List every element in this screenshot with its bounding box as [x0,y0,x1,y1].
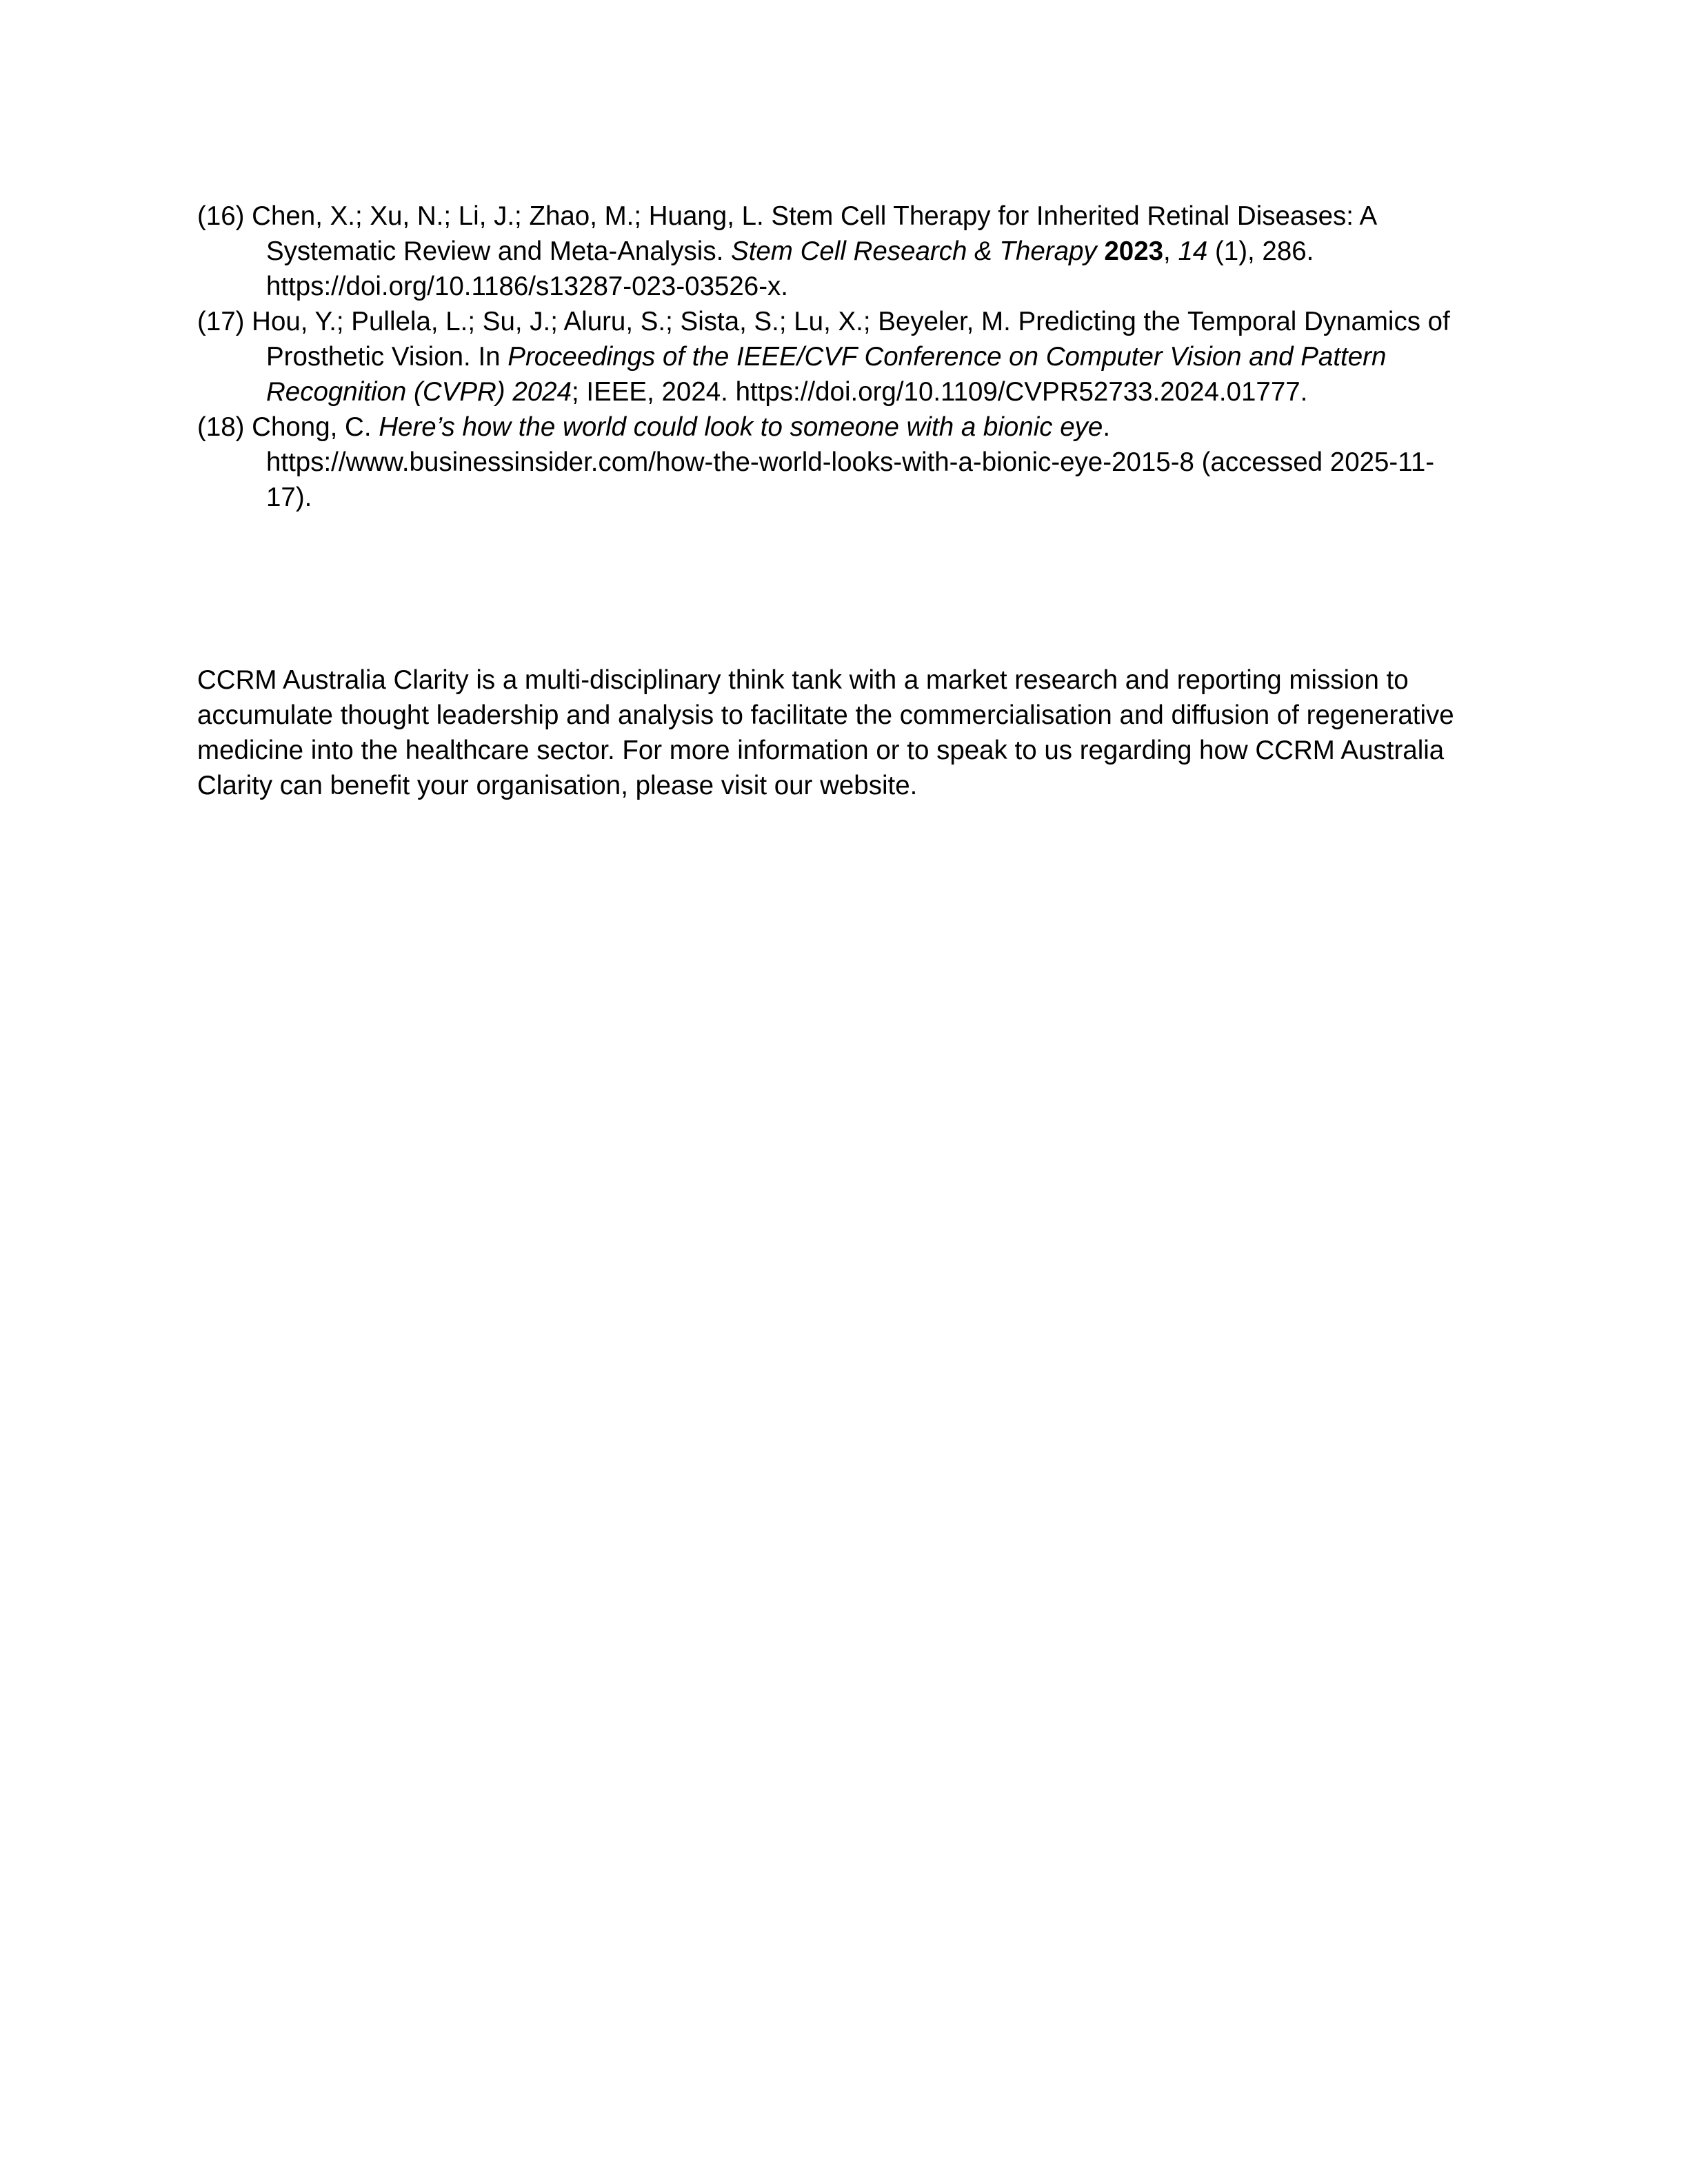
reference-url: https://www.businessinsider.com/how-the-world-looks-with-a-bionic-eye-2015-8 [266,447,1194,477]
reference-title: Predicting the Temporal Dynamics of Prosthetic Vision. [266,307,1450,372]
reference-publisher: ; IEEE, 2024. [571,377,728,407]
reference-16: (16) Chen, X.; Xu, N.; Li, J.; Zhao, M.; Huang, L. Stem Cell Therapy for Inherited Retinal Diseases: A Systematic Review and Meta-Analysis. Stem Cell Research & Therapy 2023, 14 (1), 286. https://doi.org/10.1186/s13287-023-03526-x. [197,201,1376,301]
reference-authors: Chong, C. [252,412,372,442]
reference-title: Stem Cell Therapy for Inherited Retinal Diseases: A Systematic Review and Meta-Analysis. [266,201,1376,266]
reference-doi: https://doi.org/10.1186/s13287-023-03526-x. [266,272,788,301]
reference-proceedings: Proceedings of the IEEE/CVF Conference on Computer Vision and Pattern Recognition (CVPR) 2024 [266,342,1387,407]
reference-volume: 14 [1178,236,1208,266]
reference-number: (17) [197,307,245,336]
reference-issue-pages: (1), 286. [1214,236,1314,266]
reference-list [197,199,1480,515]
reference-year: 2023 [1104,236,1164,266]
reference-number: (18) [197,412,245,442]
reference-authors: Hou, Y.; Pullela, L.; Su, J.; Aluru, S.; Sista, S.; Lu, X.; Beyeler, M. [252,307,1011,336]
reference-journal: Stem Cell Research & Therapy [731,236,1097,266]
about-paragraph: CCRM Australia Clarity is a multi-disciplinary think tank with a market research and reporting mission to accumulate thought leadership and analysis to facilitate the commercialisation and diffusion of regenerative medicine into the healthcare sector. For more information or to speak to us regarding how CCRM Australia Clarity can benefit your organisation, please visit our website. [197,665,1454,800]
reference-accessed: (accessed 2025-11-17). [266,447,1435,512]
reference-title: Here’s how the world could look to someone with a bionic eye [379,412,1103,442]
reference-18: (18) Chong, C. Here’s how the world could look to someone with a bionic eye. https://www.businessinsider.com/how-the-world-looks-with-a-bionic-eye-2015-8 (accessed 2025-11-17). [197,412,1435,512]
reference-doi: https://doi.org/10.1109/CVPR52733.2024.01777. [735,377,1308,407]
reference-in-label: In [478,342,501,372]
reference-17 [197,304,1480,410]
reference-number: (16) [197,201,245,231]
reference-authors: Chen, X.; Xu, N.; Li, J.; Zhao, M.; Huang, L. [252,201,764,231]
